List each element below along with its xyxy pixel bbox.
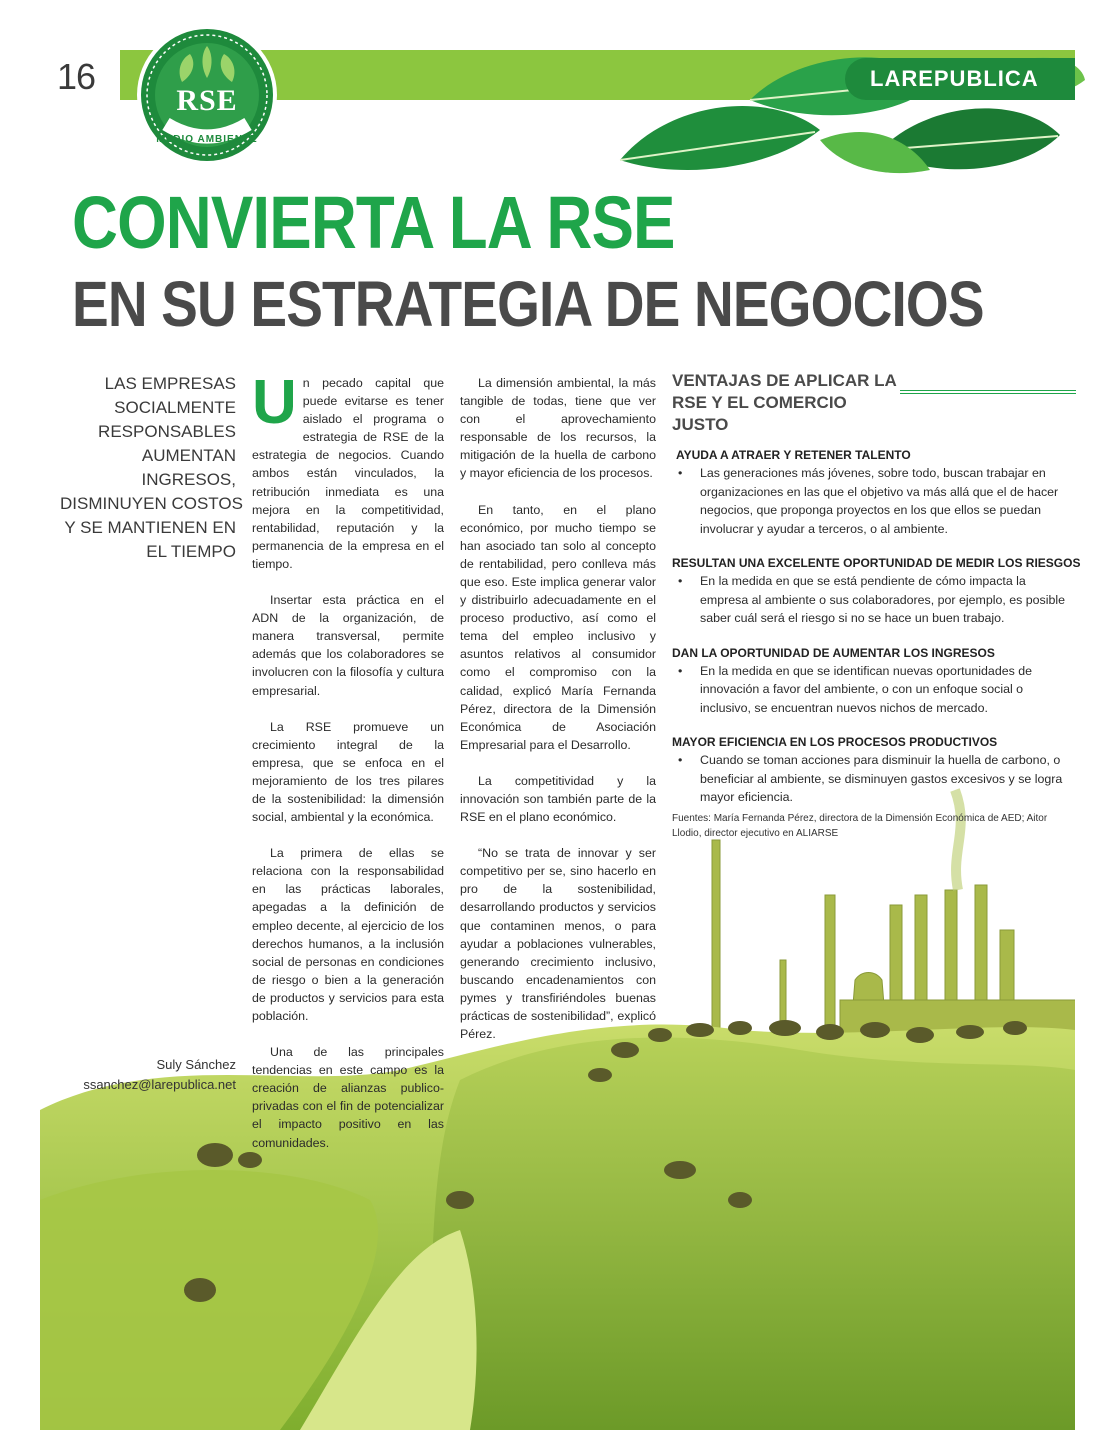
sources-note: Fuentes: María Fernanda Pérez, directora de la Dimensión Económica de AED; Aitor Llodio, director ejecutivo en ALIARSE	[672, 812, 1048, 839]
headline-line-2: EN SU ESTRATEGIA DE NEGOCIOS	[72, 268, 984, 340]
sidebar-item: • Las generaciones más jóvenes, sobre todo, buscan trabajar en organizaciones en las que el objetivo va más allá que el de hacer negocios, que proponga proyectos en los que ellos se puedan involucrar y ayudar a terceros, o al ambiente.	[678, 466, 1059, 536]
seal-title: RSE	[176, 84, 238, 117]
deck-line: INGRESOS,	[141, 470, 236, 489]
bullet-icon: •	[678, 574, 683, 588]
author-name: Suly Sánchez	[156, 1057, 236, 1072]
sidebar-box	[672, 370, 1081, 841]
headline-line-1: CONVIERTA LA RSE	[72, 181, 675, 264]
body-paragraph: “No se trata de innovar y ser competitivo per se, sino hacerlo en pro de la sostenibilidad, desarrollando productos y servicios que contaminen menos, o para ayudar a poblaciones vulnerables, generando crecimiento inclusivo, buscando encadenamientos con pymes y transfiriéndoles buenas prácticas de sostenibilidad”, explicó Pérez.	[460, 846, 656, 1042]
sidebar-rule	[900, 390, 1076, 394]
article-deck	[60, 372, 243, 564]
body-column-2	[460, 374, 656, 1061]
deck-line: SOCIALMENTE	[114, 398, 236, 417]
bullet-icon: •	[678, 663, 683, 678]
brand-logo: LAREPUBLICA	[870, 66, 1039, 91]
bullet-icon: •	[678, 753, 683, 767]
sidebar-item: • En la medida en que se identifican nuevas oportunidades de innovación a favor del ambiente, o con un enfoque social o inclusivo, se encuentran nuevos nichos de mercado.	[678, 663, 1033, 715]
sidebar-item: • En la medida en que se está pendiente de cómo impacta la empresa al ambiente o sus colaboradores, por ejemplo, es posible saber cuál será el riesgo si no se hace un buen trabajo.	[678, 574, 1066, 625]
body-column-1	[252, 368, 444, 1170]
deck-line: EL TIEMPO	[146, 542, 236, 561]
drop-cap: U	[252, 368, 297, 437]
body-paragraph: La primera de ellas se relaciona con la responsabilidad en las prácticas laborales, apegadas a la definición de empleo decente, al ejercicio de los derechos humanos, a la inclusión social de personas en condiciones de riesgo o bien a la generación de productos y servicios para esta población.	[252, 846, 444, 1023]
deck-line: DISMINUYEN COSTOS	[60, 494, 243, 513]
body-paragraph: La competitividad y la innovación son también parte de la RSE en el plano económico.	[460, 773, 656, 825]
body-paragraph: La RSE promueve un crecimiento integral de la empresa, que se enfoca en el mejoramiento de los tres pilares de la sostenibilidad: la dimensión social, ambiental y la económica.	[252, 719, 444, 825]
deck-line: RESPONSABLES	[98, 422, 236, 441]
author-email: ssanchez@larepublica.net	[83, 1077, 236, 1092]
sidebar-heading: RESULTAN UNA EXCELENTE OPORTUNIDAD DE MEDIR LOS RIESGOS	[672, 556, 1081, 570]
body-paragraph: Un pecado capital que puede evitarse es tener aislado el programa o estrategia de RSE de la estrategia de negocios. Cuando ambos están vinculados, la retribución inmediata es una mejora en la competitividad, rentabilidad, reputación y la permanencia de la empresa en el tiempo.	[252, 368, 444, 571]
deck-line: LAS EMPRESAS	[104, 374, 236, 393]
byline	[60, 1055, 236, 1095]
page-number: 16	[57, 56, 96, 97]
deck-line: Y SE MANTIENEN EN	[64, 518, 236, 537]
sidebar-heading: AYUDA A ATRAER Y RETENER TALENTO	[676, 448, 911, 462]
sidebar-heading: MAYOR EFICIENCIA EN LOS PROCESOS PRODUCTIVOS	[672, 735, 998, 749]
deck-line: AUMENTAN	[141, 446, 236, 465]
body-paragraph: Una de las principales tendencias en este campo es la creación de alianzas publico-privadas con el fin de potencializar el impacto positivo en las comunidades.	[252, 1045, 444, 1150]
sidebar-heading: DAN LA OPORTUNIDAD DE AUMENTAR LOS INGRESOS	[672, 645, 995, 660]
sidebar-item: • Cuando se toman acciones para disminuir la huella de carbono, o beneficiar al ambiente, se disminuyen gastos excesivos y se logra mayor eficiencia.	[678, 753, 1063, 804]
body-paragraph: Insertar esta práctica en el ADN de la organización, de manera transversal, permite además que los colaboradores se involucren con la filosofía y cultura empresarial.	[252, 593, 444, 698]
body-paragraph: En tanto, en el plano económico, por mucho tiempo se han asociado tan solo al concepto de rentabilidad, pero conlleva más que eso. Este implica generar valor y distribuirlo adecuadamente en el proceso productivo, así como el tema del empleo inclusivo y asuntos relativos al consumidor como el compromiso con la calidad, explicó María Fernanda Pérez, directora de la Dimensión Económica de Asociación Empresarial para el Desarrollo.	[460, 502, 656, 752]
seal-subtitle: MEDIO AMBIENTE	[156, 134, 258, 145]
sidebar-title: VENTAJAS DE APLICAR LA RSE Y EL COMERCIO JUSTO	[672, 371, 897, 434]
bullet-icon: •	[678, 466, 683, 480]
body-paragraph: La dimensión ambiental, la más tangible de todas, tiene que ver con el aprovechamiento responsable de los recursos, la mitigación de la huella de carbono y mayor eficiencia de los procesos.	[460, 376, 656, 481]
